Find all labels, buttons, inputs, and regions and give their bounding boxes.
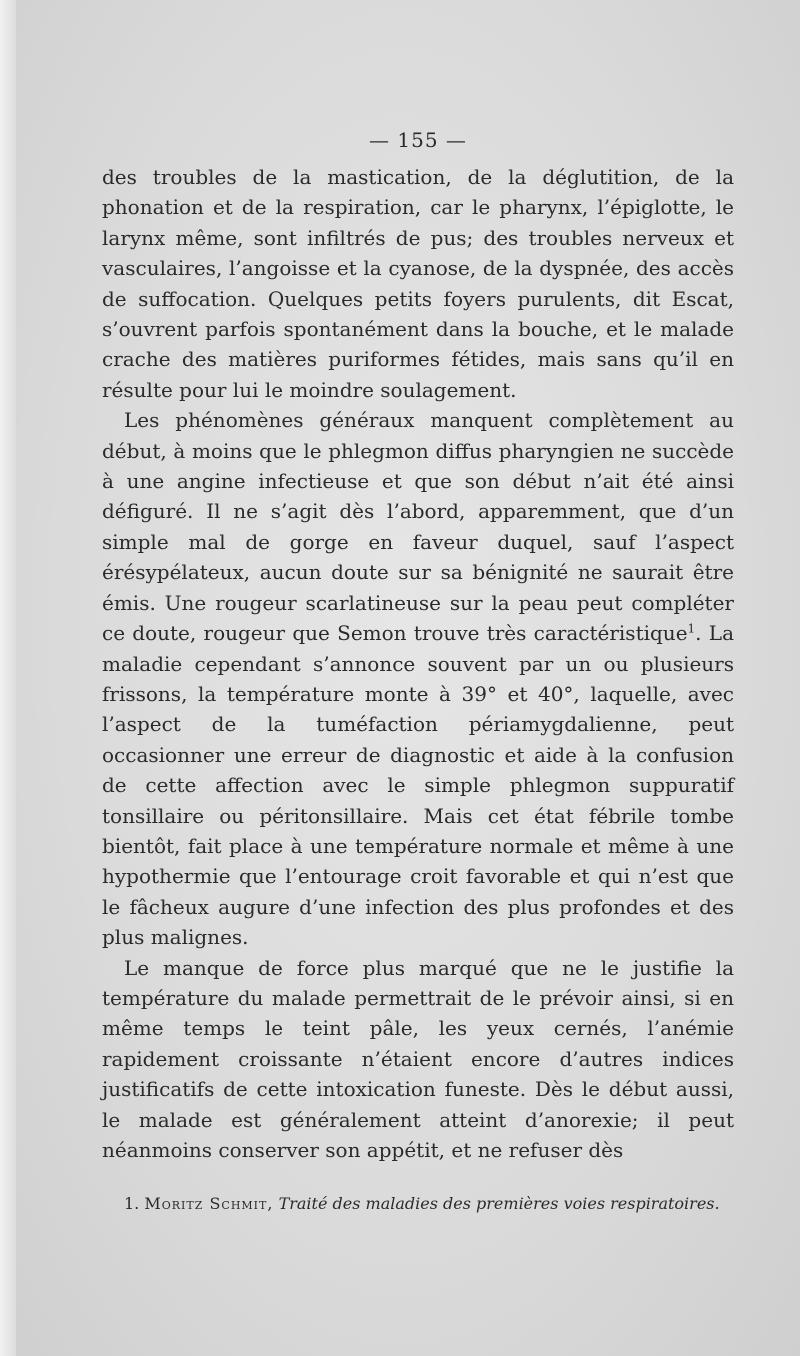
paragraph-2-text-a: Les phénomènes généraux manquent complètement au début, à moins que le phlegmon diffus pharyngien ne succède à une angine infectieuse et que son début n’ait été ainsi défiguré. Il ne s’agit dès l’abord, apparemment, que d’un simple mal de gorge en faveur duquel, sauf l’aspect érésypélateux, aucun doute sur sa bénignité ne saurait être émis. Une rougeur scarlatineuse sur la peau peut compléter ce doute, rougeur que Semon trouve très caractéristique — [102, 408, 734, 646]
page-edge — [0, 0, 16, 1356]
footnote-title: Traité des maladies des premières voies respiratoires. — [278, 1194, 720, 1214]
paragraph-1: des troubles de la mastication, de la déglutition, de la phonation et de la respiration, car le pharynx, l’épiglotte, le larynx même, sont infiltrés de pus; des troubles nerveux et vasculaires, l’angoisse et la cyanose, de la dyspnée, des accès de suffocation. Quelques petits foyers purulents, dit Escat, s’ouvrent parfois spontanément dans la bouche, et le malade crache des matières puriformes fétides, mais sans qu’il en résulte pour lui le moindre soulagement. — [102, 165, 734, 402]
footnote-marker: 1. — [124, 1194, 140, 1214]
paragraph-3: Le manque de force plus marqué que ne le justifie la température du malade permettrait de le prévoir ainsi, si en même temps le teint pâle, les yeux cernés, l’anémie rapidement croissante n’étaient encore d’autres indices justificatifs de cette intoxication funeste. Dès le début aussi, le malade est généralement atteint d’anorexie; il peut néanmoins conserver son appétit, et ne refuser dès — [102, 955, 734, 1162]
body-text — [102, 162, 734, 1165]
paragraph-2 — [102, 405, 734, 952]
paragraph-2-text-b: . La maladie cependant s’annonce souvent par un ou plusieurs frissons, la température monte à 39° et 40°, laquelle, avec l’aspect de la tuméfaction périamygdalienne, peut occasionner une erreur de diagnostic et aide à la confusion de cette affection avec le simple phlegmon suppuratif tonsillaire ou péritonsillaire. Mais cet état fébrile tombe bientôt, fait place à une température normale et même à une hypothermie que l’entourage croit favorable et qui n’est que le fâcheux augure d’une infection des plus profondes et des plus malignes. — [102, 621, 734, 950]
footnote — [102, 1191, 734, 1216]
book-page — [102, 122, 734, 1216]
footnote-reference: 1 — [687, 621, 696, 636]
page-number: — 155 — — [369, 128, 467, 152]
footnote-author: Moritz Schmit, — [144, 1194, 274, 1214]
